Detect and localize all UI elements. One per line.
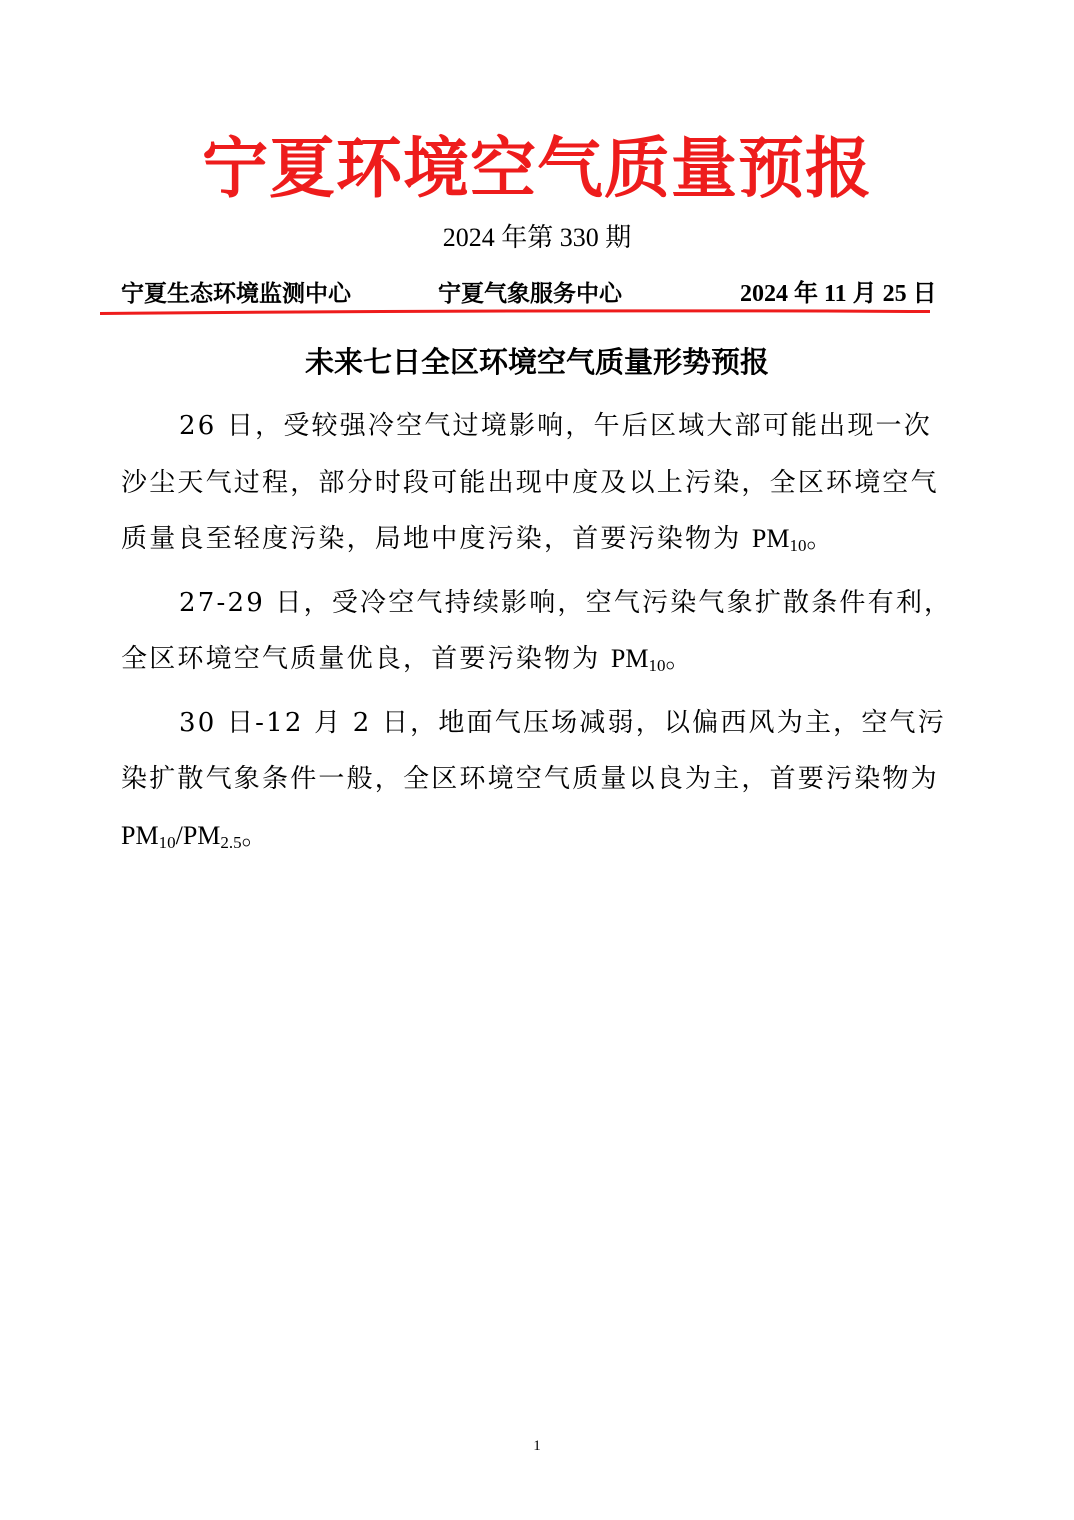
article-body	[121, 398, 956, 871]
red-divider-rule	[0, 300, 1074, 320]
masthead-title: 宁夏环境空气质量预报	[202, 129, 872, 207]
issue-number: 2024 年第 330 期	[442, 223, 632, 252]
paragraph-day-27-29: 27-29 日，受冷空气持续影响，空气污染气象扩散条件有利，全区环境空气质量优良，首要污染物为 $PM_{10}$。	[121, 587, 953, 675]
org-meteorological-service: 宁夏气象服务中心	[438, 281, 622, 307]
issue-date: 2024 年 11 月 25 日	[740, 281, 937, 307]
article-headline: 未来七日全区环境空气质量形势预报	[304, 345, 769, 379]
paragraph-day-30-dec-2: 30 日-12 月 2 日，地面气压场减弱，以偏西风为主，空气污染扩散气象条件一般，全区环境空气质量以良为主，首要污染物为 $PM_{10}/PM_{2.5}$。	[121, 707, 946, 852]
org-environment-monitoring: 宁夏生态环境监测中心	[121, 281, 351, 307]
paragraph-day-26: 26 日，受较强冷空气过境影响，午后区域大部可能出现一次沙尘天气过程，部分时段可能出现中度及以上污染，全区环境空气质量良至轻度污染，局地中度污染，首要污染物为 $PM_{10}$。	[121, 411, 939, 555]
page-number: 1	[533, 1438, 541, 1454]
